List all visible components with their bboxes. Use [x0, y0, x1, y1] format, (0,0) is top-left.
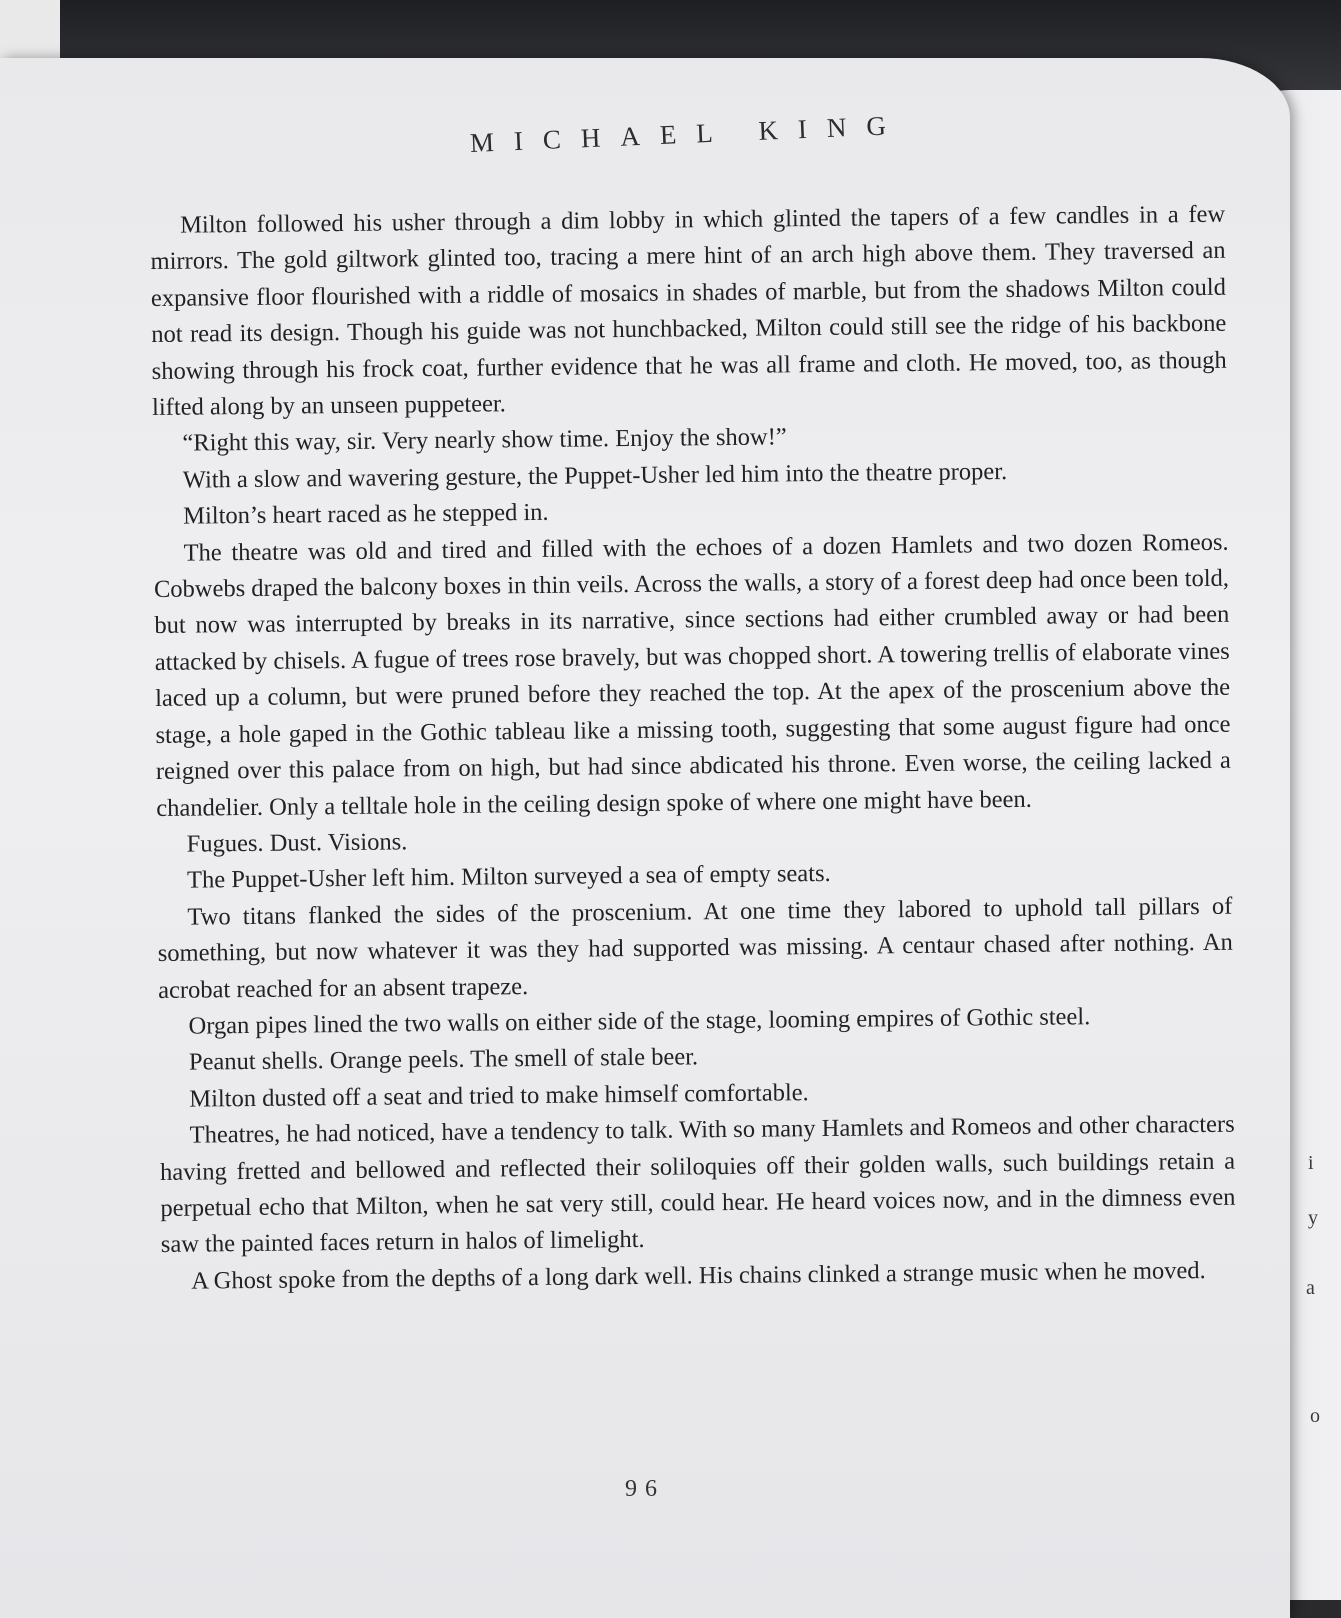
paragraph: Two titans flanked the sides of the proscenium. At one time they labored to uphold tall pillars of something, but now whatever it was they had supported was missing. A centaur chased after nothing. An acrobat reached for an absent trapeze.	[157, 892, 1233, 1004]
facing-page-fragment: y	[1308, 1207, 1318, 1229]
paragraph: The Puppet-Usher left him. Milton surveyed a sea of empty seats.	[186, 860, 831, 894]
facing-page-fragment: a	[1306, 1277, 1315, 1299]
facing-page-fragment: i	[1308, 1152, 1314, 1174]
running-head: MICHAEL KING	[469, 109, 907, 158]
body-text	[150, 197, 1236, 1300]
facing-page-fragment: o	[1310, 1405, 1320, 1427]
paragraph: Milton dusted off a seat and tried to make himself comfortable.	[189, 1078, 809, 1113]
page-number: 96	[625, 1476, 665, 1502]
paragraph: Milton’s heart raced as he stepped in.	[183, 499, 549, 530]
paragraph: The theatre was old and tired and filled with the echoes of a dozen Hamlets and two dozen Romeos. Cobwebs draped the balcony boxes in thin veils. Across the walls, a story of a forest deep had once been told, but now was interrupted by breaks in its narrative, since sections had either crumbled away or had been attacked by chisels. A fugue of trees rose bravely, but was chopped short. A towering trellis of elaborate vines laced up a column, but were pruned before they reached the top. At the apex of the proscenium above the stage, a hole gaped in the Gothic tableau like a missing tooth, suggesting that some august figure had once reigned over this palace from on high, but had since abdicated his throne. Even worse, the ceiling lacked a chandelier. Only a telltale hole in the ceiling design spoke of where one might have been.	[153, 528, 1231, 822]
paragraph: Theatres, he had noticed, have a tendency to talk. With so many Hamlets and Romeos and other characters having fretted and bellowed and reflected their soliloquies off their golden walls, such buildings retain a perpetual echo that Milton, when he sat very still, could hear. He heard voices now, and in the dimness even saw the painted faces return in halos of limelight.	[159, 1110, 1236, 1259]
paragraph: “Right this way, sir. Very nearly show time. Enjoy the show!”	[182, 423, 787, 458]
paragraph: A Ghost spoke from the depths of a long dark well. His chains clinked a strange music when he moved.	[191, 1256, 1206, 1295]
book-page	[0, 58, 1290, 1618]
paragraph: Fugues. Dust. Visions.	[186, 828, 408, 858]
paragraph: Organ pipes lined the two walls on either side of the stage, looming empires of Gothic steel.	[188, 1003, 1091, 1040]
paragraph: Milton followed his usher through a dim lobby in which glinted the tapers of a few candles in a few mirrors. The gold giltwork glinted too, tracing a mere hint of an arch high above them. They traversed an expansive floor flourished with a riddle of mosaics in shades of marble, but from the shadows Milton could not read its design. Though his guide was not hunchbacked, Milton could still see the ridge of his backbone showing through his frock coat, further evidence that he was all frame and cloth. He moved, too, as though lifted along by an unseen puppeteer.	[150, 200, 1227, 422]
paragraph: Peanut shells. Orange peels. The smell of stale beer.	[188, 1043, 699, 1076]
paragraph: With a slow and wavering gesture, the Puppet-Usher led him into the theatre proper.	[182, 457, 1008, 494]
